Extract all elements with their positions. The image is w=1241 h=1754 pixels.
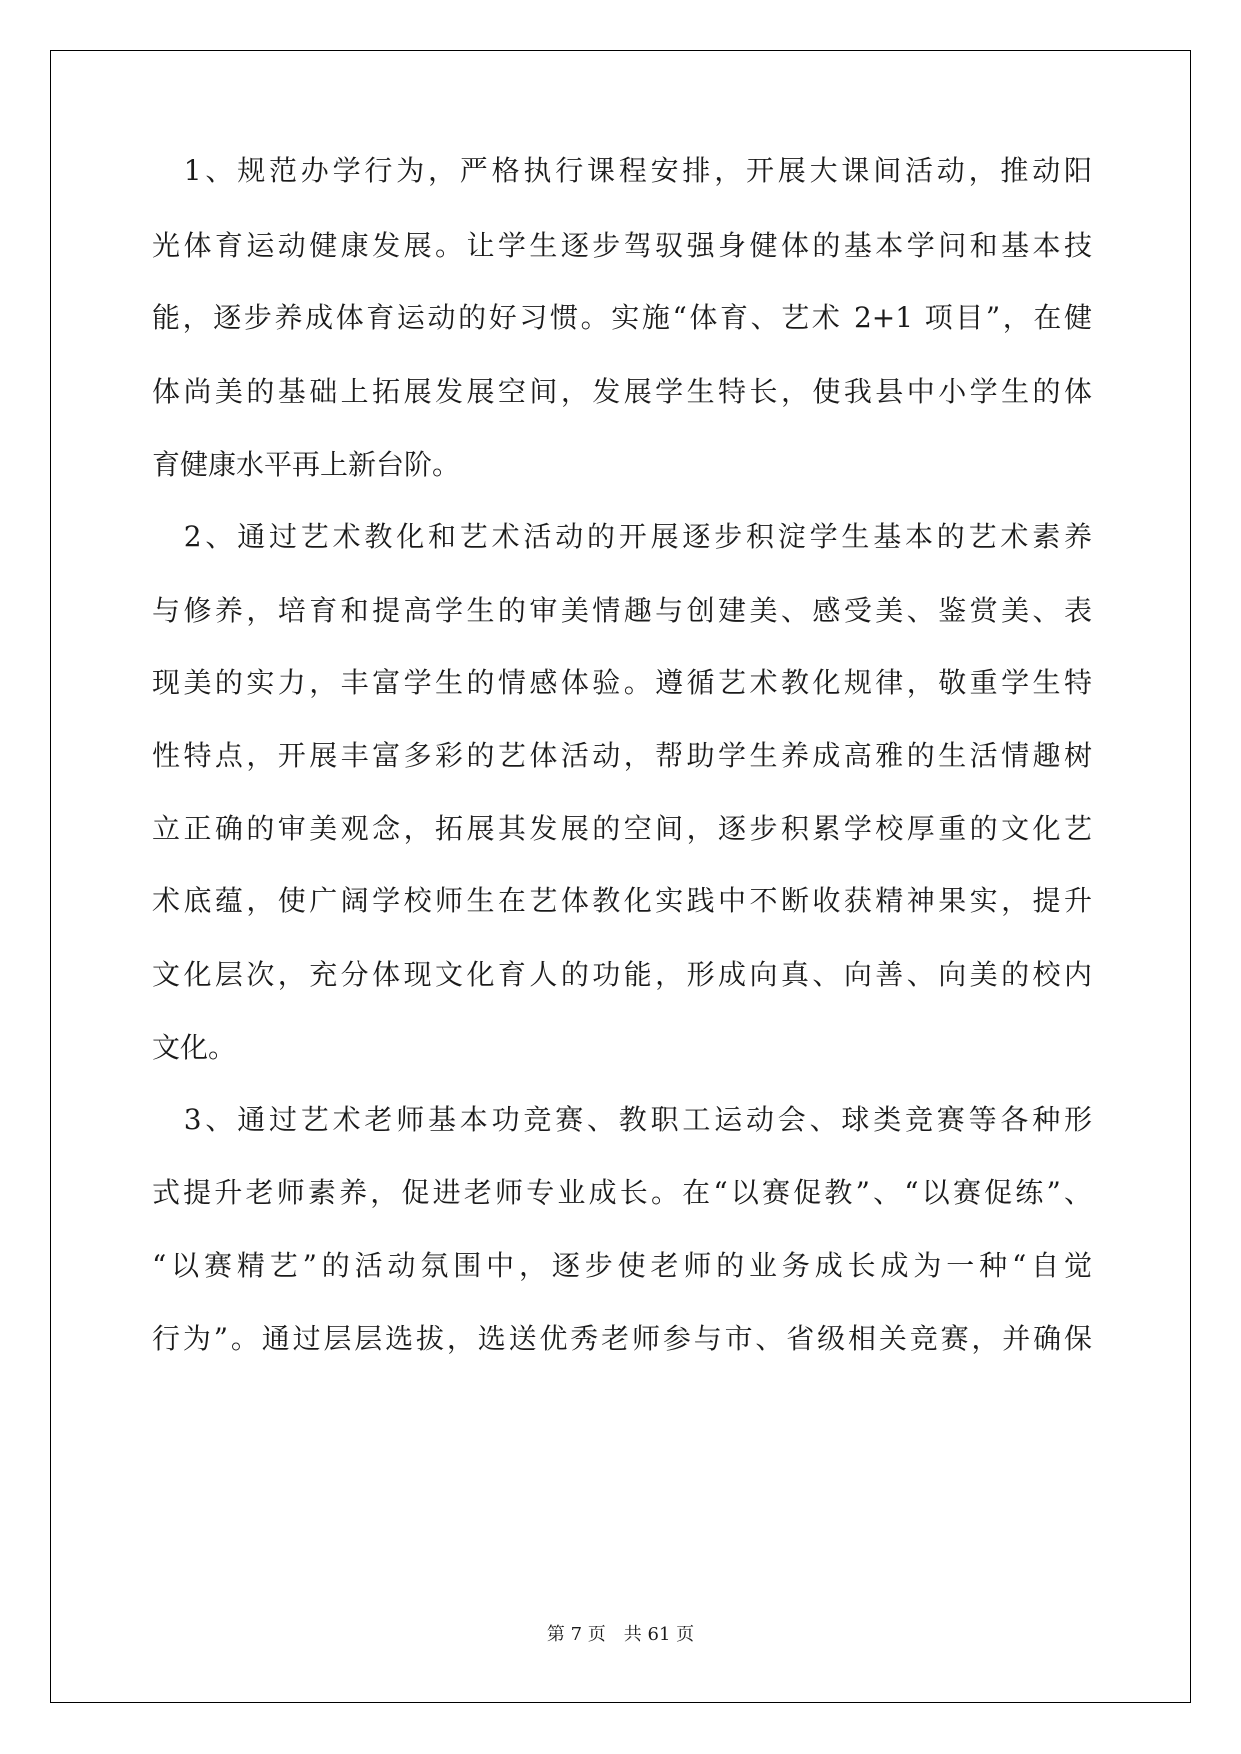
text-line: 育健康水平再上新台阶。 — [152, 448, 461, 481]
text-line: 现美的实力，丰富学生的情感体验。遵循艺术教化规律，敬重学生特 — [152, 666, 1092, 699]
text-line: 1、规范办学行为，严格执行课程安排，开展大课间活动，推动阳 — [152, 154, 1092, 187]
text-line: 光体育运动健康发展。让学生逐步驾驭强身健体的基本学问和基本技 — [152, 229, 1092, 262]
text-line: 与修养，培育和提高学生的审美情趣与创建美、感受美、鉴赏美、表 — [152, 594, 1092, 627]
text-line: 术底蕴，使广阔学校师生在艺体教化实践中不断收获精神果实，提升 — [152, 884, 1092, 917]
text-line: 文化层次，充分体现文化育人的功能，形成向真、向善、向美的校内 — [152, 958, 1092, 991]
text-line: 体尚美的基础上拓展发展空间，发展学生特长，使我县中小学生的体 — [152, 375, 1092, 408]
text-line: “以赛精艺”的活动氛围中，逐步使老师的业务成长成为一种“自觉 — [152, 1249, 1092, 1282]
page-footer: 第 7 页 共 61 页 — [546, 1624, 695, 1645]
text-line: 2、通过艺术教化和艺术活动的开展逐步积淀学生基本的艺术素养 — [152, 520, 1092, 553]
text-line: 式提升老师素养，促进老师专业成长。在“以赛促教”、“以赛促练”、 — [152, 1176, 1092, 1209]
text-line: 行为”。通过层层选拔，选送优秀老师参与市、省级相关竞赛，并确保 — [152, 1322, 1092, 1355]
text-line: 立正确的审美观念，拓展其发展的空间，逐步积累学校厚重的文化艺 — [152, 812, 1092, 845]
text-line: 能，逐步养成体育运动的好习惯。实施“体育、艺术 2+1 项目”，在健 — [152, 301, 1092, 334]
text-line: 性特点，开展丰富多彩的艺体活动，帮助学生养成高雅的生活情趣树 — [152, 739, 1092, 772]
text-line: 3、通过艺术老师基本功竞赛、教职工运动会、球类竞赛等各种形 — [152, 1103, 1092, 1136]
text-line: 文化。 — [152, 1031, 237, 1064]
